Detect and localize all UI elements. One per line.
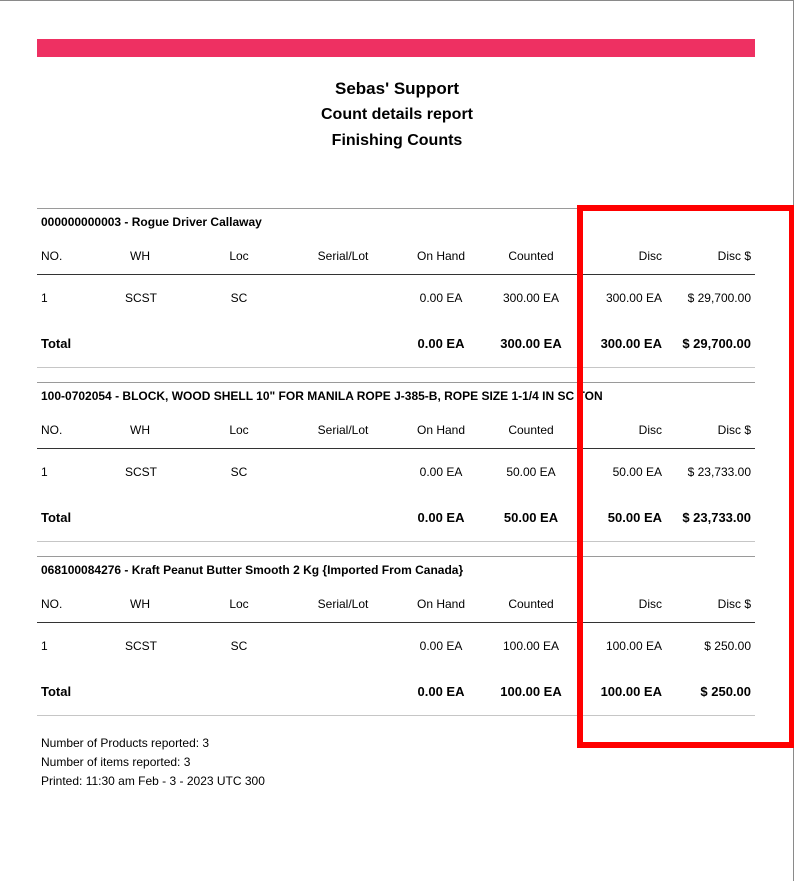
total-disc-dollar: $ 250.00 [700,684,751,699]
header-banner [37,39,755,57]
column-header-serial: Serial/Lot [317,423,369,437]
total-disc-dollar: $ 23,733.00 [682,510,751,525]
column-header-disc-dollar: Disc $ [717,249,751,263]
row-loc: SC [230,465,248,479]
product-title: 100-0702054 - BLOCK, WOOD SHELL 10" FOR MANILA ROPE J-385-B, ROPE SIZE 1-1/4 IN SC TON [41,389,603,403]
column-header-counted: Counted [508,597,554,611]
row-disc-dollar: $ 23,733.00 [687,465,751,479]
footer-printed-timestamp: Printed: 11:30 am Feb - 3 - 2023 UTC 300 [41,774,265,788]
column-header-no: NO. [41,423,63,437]
column-header-wh: WH [130,423,150,437]
column-header-disc-dollar: Disc $ [717,597,751,611]
row-loc: SC [230,291,248,305]
column-header-serial: Serial/Lot [317,597,369,611]
company-title: Sebas' Support [334,79,459,98]
total-on-hand: 0.00 EA [417,510,465,525]
total-counted: 300.00 EA [500,336,562,351]
total-disc: 50.00 EA [607,510,662,525]
row-counted: 300.00 EA [502,291,560,305]
row-no: 1 [41,639,48,653]
total-counted: 100.00 EA [500,684,562,699]
footer-items-reported: Number of items reported: 3 [41,755,191,769]
row-disc: 100.00 EA [605,639,662,653]
report-subtitle: Finishing Counts [331,132,463,149]
column-header-disc: Disc [638,423,662,437]
total-disc: 100.00 EA [600,684,662,699]
red-highlight-box [577,205,794,748]
row-wh: SCST [125,639,158,653]
row-no: 1 [41,465,48,479]
column-header-counted: Counted [508,249,554,263]
total-disc-dollar: $ 29,700.00 [682,336,751,351]
column-header-wh: WH [130,597,150,611]
row-counted: 100.00 EA [502,639,560,653]
column-header-on-hand: On Hand [416,597,466,611]
column-header-no: NO. [41,597,63,611]
column-header-disc: Disc [638,597,662,611]
total-on-hand: 0.00 EA [417,684,465,699]
row-on-hand: 0.00 EA [419,639,463,653]
row-loc: SC [230,639,248,653]
column-header-counted: Counted [508,423,554,437]
total-disc: 300.00 EA [600,336,662,351]
row-on-hand: 0.00 EA [419,465,463,479]
column-header-wh: WH [130,249,150,263]
row-disc: 50.00 EA [612,465,662,479]
column-header-disc-dollar: Disc $ [717,423,751,437]
row-disc-dollar: $ 250.00 [704,639,751,653]
column-header-no: NO. [41,249,63,263]
total-label: Total [41,336,72,351]
page-border-top [0,0,794,1]
column-header-disc: Disc [638,249,662,263]
column-header-serial: Serial/Lot [317,249,369,263]
column-header-loc: Loc [229,423,249,437]
report-title: Count details report [320,106,473,123]
product-title: 068100084276 - Kraft Peanut Butter Smooth 2 Kg {Imported From Canada} [41,563,464,577]
row-counted: 50.00 EA [506,465,556,479]
row-no: 1 [41,291,48,305]
total-counted: 50.00 EA [503,510,559,525]
row-disc-dollar: $ 29,700.00 [687,291,751,305]
footer-products-reported: Number of Products reported: 3 [41,736,210,750]
column-header-on-hand: On Hand [416,249,466,263]
row-wh: SCST [125,291,158,305]
column-header-loc: Loc [229,249,249,263]
row-disc: 300.00 EA [605,291,662,305]
row-wh: SCST [125,465,158,479]
total-on-hand: 0.00 EA [417,336,465,351]
row-on-hand: 0.00 EA [419,291,463,305]
product-title: 000000000003 - Rogue Driver Callaway [41,215,262,229]
column-header-on-hand: On Hand [416,423,466,437]
total-label: Total [41,684,72,699]
total-label: Total [41,510,72,525]
column-header-loc: Loc [229,597,249,611]
